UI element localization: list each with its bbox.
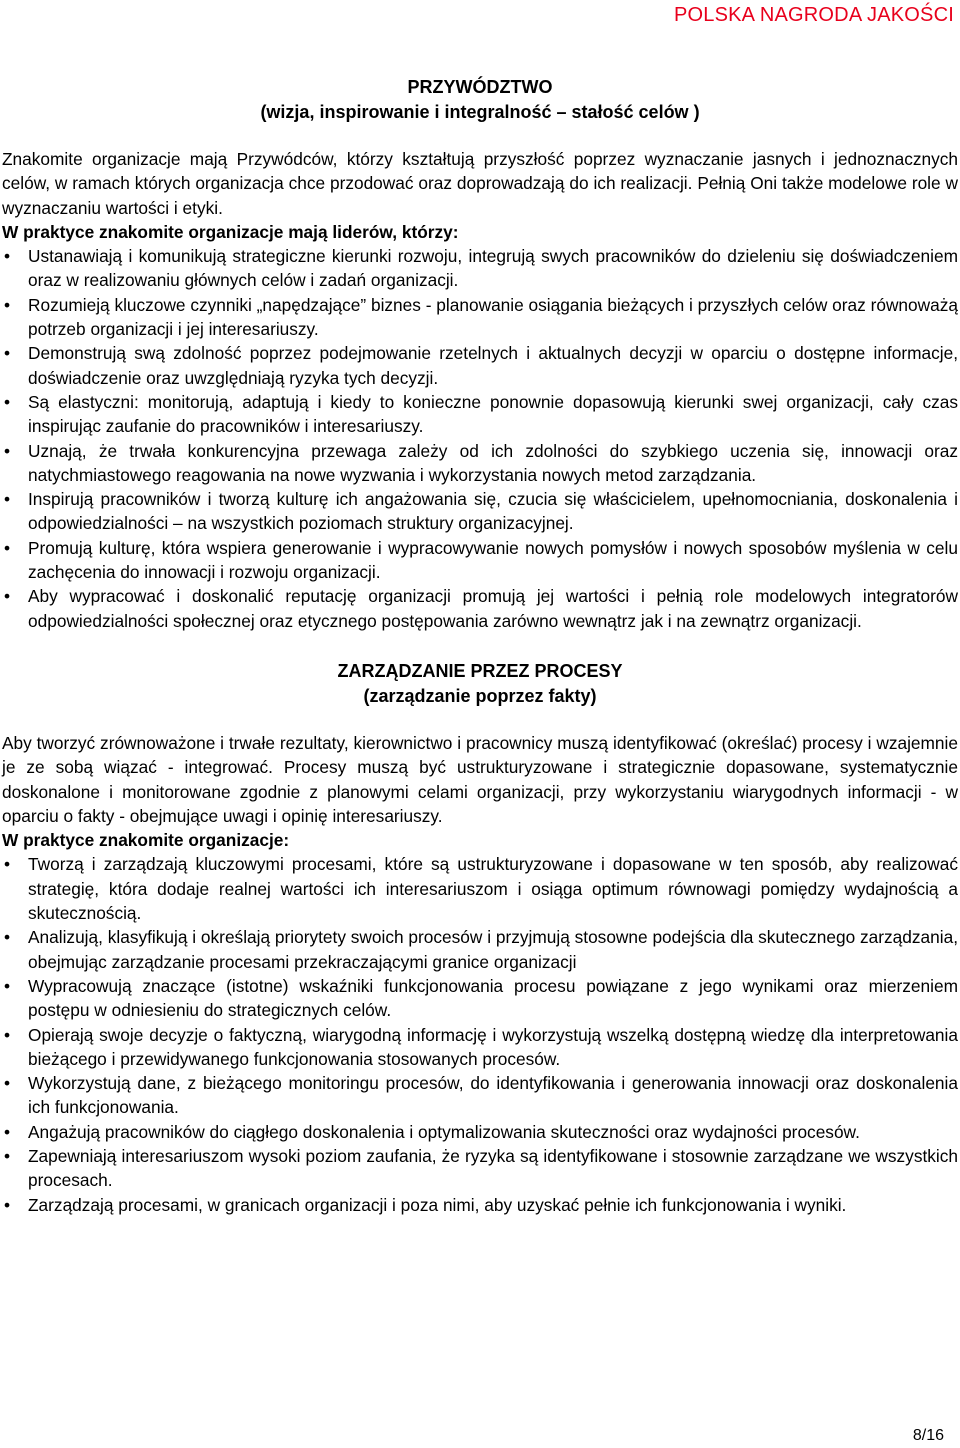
list-item: • Zapewniają interesariuszom wysoki poziom zaufania, że ryzyka są identyfikowane i stosownie zarządzane we wszystkich procesach.: [4, 1145, 958, 1191]
list-item: • Angażują pracowników do ciągłego doskonalenia i optymalizowania skuteczności oraz wydajności procesów.: [2, 1120, 958, 1144]
processes-lead: W praktyce znakomite organizacje:: [2, 830, 290, 851]
section-subtitle-leadership: (wizja, inspirowanie i integralność – stałość celów ): [260, 102, 700, 122]
bullet-icon: •: [4, 854, 11, 875]
bullet-icon: •: [4, 586, 11, 607]
list-item: • Tworzą i zarządzają kluczowymi procesami, które są ustrukturyzowane i dopasowane w ten sposób, aby realizować strategię, która dodaje realnej wartości ich interesariuszom i osiąga optimum równowagi pomiędzy wydajnością a skutecznością.: [4, 854, 958, 924]
bullet-icon: •: [4, 343, 11, 364]
page-number: 8/16: [912, 1427, 944, 1444]
leadership-list: [2, 244, 958, 633]
section-title-leadership: PRZYWÓDZTWO: [407, 77, 553, 97]
bullet-icon: •: [4, 246, 11, 267]
bullet-icon: •: [4, 294, 11, 315]
list-item: • Wykorzystują dane, z bieżącego monitoringu procesów, do identyfikowania i generowania innowacji oraz doskonalenia ich funkcjonowania.: [4, 1073, 958, 1118]
bullet-icon: •: [4, 537, 11, 558]
list-item: • Uznają, że trwała konkurencyjna przewaga zależy od ich zdolności do szybkiego uczenia się, innowacji oraz natychmiastowego reagowania na nowe wyzwania i wykorzystania nowych metod zarządzania.: [4, 440, 958, 485]
list-item: • Ustanawiają i komunikują strategiczne kierunki rozwoju, integrują swych pracowników do dzieleniu się doświadczeniem oraz w realizowaniu głównych celów i zadań organizacji.: [4, 246, 958, 291]
bullet-icon: •: [4, 927, 11, 948]
document-header: [0, 4, 960, 27]
bullet-icon: •: [4, 1121, 11, 1142]
bullet-icon: •: [4, 1024, 11, 1045]
bullet-icon: •: [4, 440, 11, 461]
list-item: • Zarządzają procesami, w granicach organizacji i poza nimi, aby uzyskać pełnie ich funkcjonowania i wyniki.: [2, 1193, 958, 1217]
bullet-icon: •: [4, 489, 11, 510]
list-item: • Demonstrują swą zdolność poprzez podejmowanie rzetelnych i aktualnych decyzji w oparciu o dostępne informacje, doświadczenie oraz uwzględniają ryzyka tych decyzji.: [4, 343, 958, 388]
bullet-icon: •: [4, 391, 11, 412]
bullet-icon: •: [4, 1073, 11, 1094]
page-content: [2, 75, 958, 1217]
list-item: • Są elastyczni: monitorują, adaptują i kiedy to konieczne ponownie dopasowują kierunki swej organizacji, cały czas inspirując zaufanie do pracowników i interesariuszy.: [4, 391, 958, 437]
list-item: • Inspirują pracowników i tworzą kulturę ich angażowania się, czucia się właścicielem, upełnomocniania, doskonalenia i odpowiedzialności – na wszystkich poziomach struktury organizacyjnej.: [4, 489, 958, 534]
section-subtitle-processes: (zarządzanie poprzez fakty): [363, 685, 597, 706]
list-item: • Promują kulturę, która wspiera generowanie i wypracowywanie nowych pomysłów i nowych sposobów myślenia w celu zachęcenia do innowacji i rozwoju organizacji.: [4, 537, 958, 583]
list-item: • Rozumieją kluczowe czynniki „napędzające” biznes - planowanie osiągania bieżących i przyszłych celów oraz równoważą potrzeb organizacji i jej interesariuszy.: [4, 294, 958, 340]
leadership-lead: W praktyce znakomite organizacje mają liderów, którzy:: [2, 221, 459, 242]
list-item: • Wypracowują znaczące (istotne) wskaźniki funkcjonowania procesu powiązane z jego wynikami oraz mierzeniem postępu w odniesieniu do strategicznych celów.: [4, 975, 958, 1021]
list-item: • Analizują, klasyfikują i określają priorytety swoich procesów i przyjmują stosowne podejścia dla skutecznego zarządzania, obejmując zarządzanie procesami przekraczającymi granice organizacji: [4, 927, 958, 972]
processes-list: [2, 852, 958, 1216]
bullet-icon: •: [4, 1194, 11, 1215]
list-item: • Opierają swoje decyzje o faktyczną, wiarygodną informację i wykorzystują wszelką dostępną wiedzę dla interpretowania bieżącego i przewidywanego funkcjonowania stosowanych procesów.: [4, 1024, 958, 1069]
bullet-icon: •: [4, 1145, 11, 1166]
leadership-intro: Znakomite organizacje mają Przywódców, którzy kształtują przyszłość poprzez wyznaczanie jasnych i jednoznacznych celów, w ramach których organizacja chce przodować oraz doprowadzają do ich realizacji. Pełnią Oni także modelowe role w wyznaczaniu wartości i etyki.: [2, 149, 958, 218]
processes-intro: Aby tworzyć zrównoważone i trwałe rezultaty, kierownictwo i pracownicy muszą identyfikować (określać) procesy i wzajemnie je ze sobą wiązać - integrować. Procesy muszą być ustrukturyzowane i strategicznie dopasowane, systematycznie doskonalone i monitorowane zgodnie z planowymi celami organizacji, przy wykorzystaniu wiarygodnych informacji - w oparciu o fakty - obejmujące uwagi i opinię interesariuszy.: [2, 732, 958, 826]
header-title: POLSKA NAGRODA JAKOŚCI: [673, 4, 954, 26]
section-title-processes: ZARZĄDZANIE PRZEZ PROCESY: [337, 660, 623, 681]
list-item: • Aby wypracować i doskonalić reputację organizacji promują jej wartości i pełnią role modelowych integratorów odpowiedzialności społecznej oraz etycznego postępowania zarówno wewnątrz jak i na zewnątrz organizacji.: [4, 586, 958, 631]
bullet-icon: •: [4, 975, 11, 996]
